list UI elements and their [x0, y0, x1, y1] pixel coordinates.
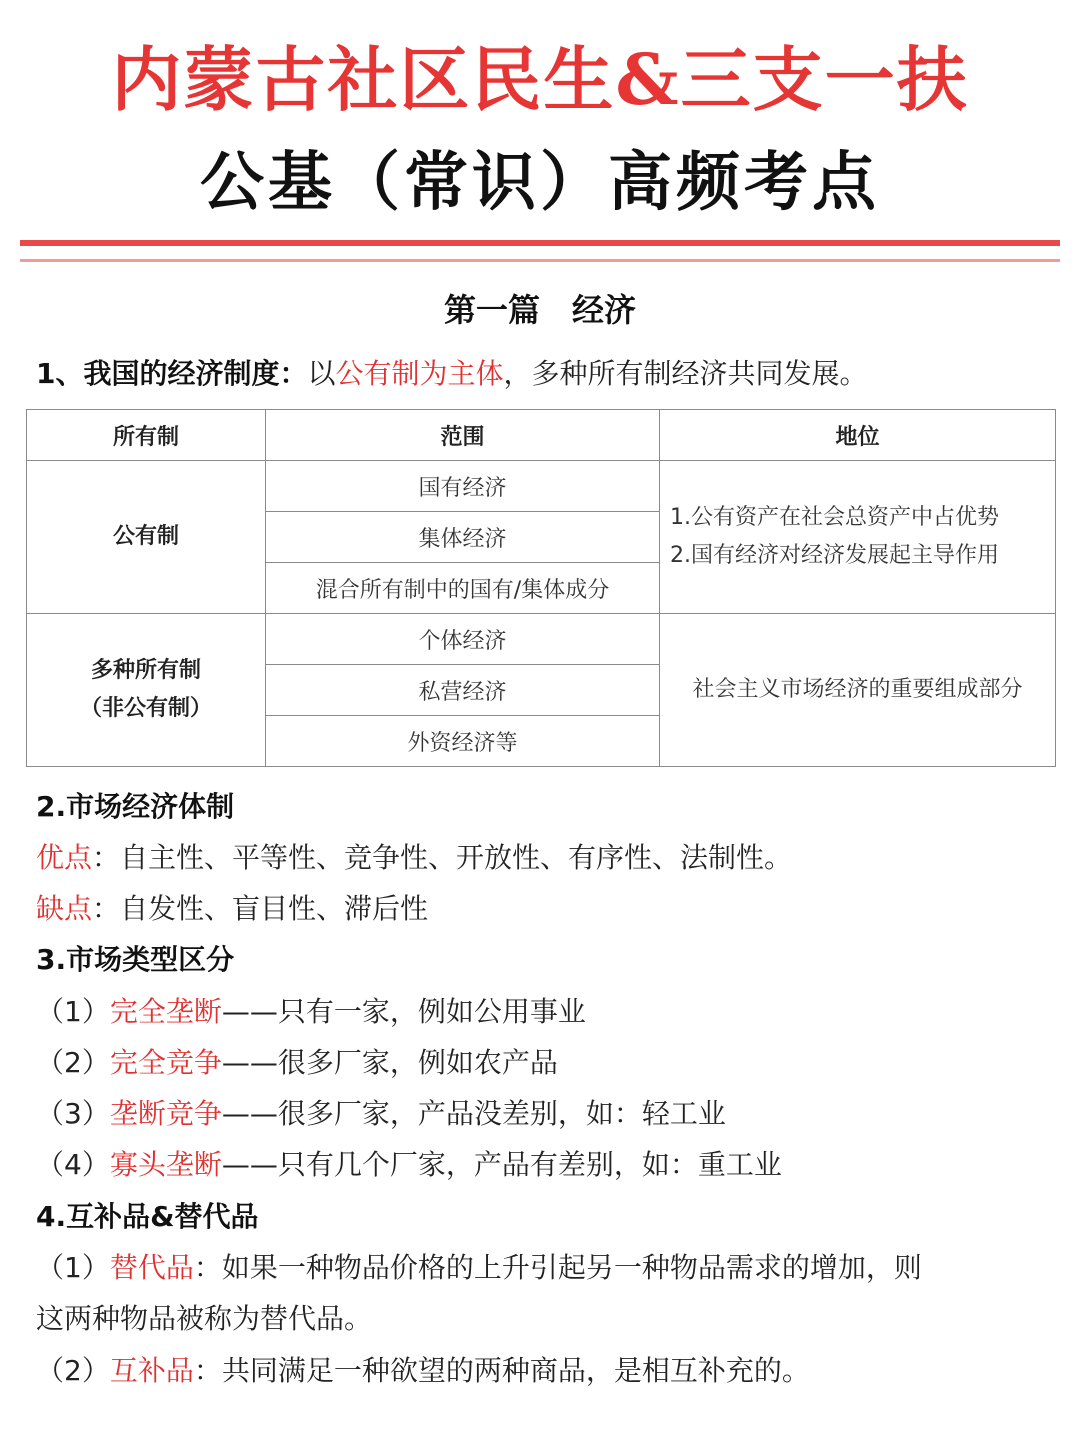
q1-line	[36, 354, 868, 394]
sub1-text: ：如果一种物品价格的上升引起另一种物品需求的增加，则	[193, 1251, 922, 1284]
cons-text: ：自发性、盲目性、滞后性	[92, 892, 429, 925]
item-term: 垄断竞争	[109, 1097, 222, 1130]
table-row	[27, 461, 1056, 512]
group2-name-line: 多种所有制	[90, 658, 201, 683]
item-desc: ——很多厂家，产品没差别，如：轻工业	[221, 1097, 726, 1130]
item-desc: ——只有一家，例如公用事业	[221, 995, 586, 1028]
table-row	[27, 614, 1056, 665]
q1-post: ，多种所有制经济共同发展。	[503, 357, 868, 390]
q2-pros	[36, 838, 792, 878]
group2-item: 外资经济等	[266, 716, 660, 767]
header-status: 地位	[660, 410, 1056, 461]
q1-highlight: 公有制为主体	[335, 357, 504, 390]
q4-sub1	[36, 1248, 922, 1288]
header-scope: 范围	[266, 410, 660, 461]
item-num: （4）	[36, 1148, 110, 1181]
q2-cons	[36, 889, 428, 929]
sub2-term: 互补品	[109, 1354, 194, 1387]
ownership-table	[26, 409, 1056, 767]
pros-text: ：自主性、平等性、竞争性、开放性、有序性、法制性。	[92, 841, 793, 874]
cons-label: 缺点	[36, 892, 93, 925]
item-term: 完全垄断	[109, 995, 222, 1028]
group2-item: 私营经济	[266, 665, 660, 716]
item-term: 完全竞争	[109, 1046, 222, 1079]
q1-pre: 以	[307, 357, 336, 390]
item-desc: ——很多厂家，例如农产品	[221, 1046, 558, 1079]
q4-sub1-cont: 这两种物品被称为替代品。	[36, 1302, 373, 1335]
list-item	[36, 1145, 782, 1185]
group2-status: 社会主义市场经济的重要组成部分	[660, 614, 1056, 767]
group1-item: 国有经济	[266, 461, 660, 512]
group2-name	[27, 614, 266, 767]
group2-name-line: （非公有制）	[79, 696, 212, 721]
divider-thin	[20, 259, 1060, 262]
header-ownership: 所有制	[27, 410, 266, 461]
q2-heading: 2.市场经济体制	[36, 790, 235, 823]
item-num: （1）	[36, 995, 110, 1028]
group1-status-line: 2.国有经济对经济发展起主导作用	[670, 543, 999, 568]
table-header-row	[27, 410, 1056, 461]
item-num: （3）	[36, 1097, 110, 1130]
sub1-num: （1）	[36, 1251, 110, 1284]
item-desc: ——只有几个厂家，产品有差别，如：重工业	[221, 1148, 782, 1181]
group1-name: 公有制	[27, 461, 266, 614]
q1-label: 1、我国的经济制度：	[36, 357, 308, 390]
item-term: 寡头垄断	[109, 1148, 222, 1181]
section-title: 第一篇 经济	[443, 291, 636, 329]
q3-heading: 3.市场类型区分	[36, 943, 235, 976]
sub2-text: ：共同满足一种欲望的两种商品，是相互补充的。	[193, 1354, 810, 1387]
divider-thick	[20, 240, 1060, 246]
group1-item: 混合所有制中的国有/集体成分	[266, 563, 660, 614]
q4-heading: 4.互补品&替代品	[36, 1200, 259, 1233]
list-item	[36, 1043, 558, 1083]
q4-sub2	[36, 1351, 810, 1391]
subtitle: 公基（常识）高频考点	[200, 145, 880, 220]
sub2-num: （2）	[36, 1354, 110, 1387]
sub1-term: 替代品	[109, 1251, 194, 1284]
item-num: （2）	[36, 1046, 110, 1079]
group1-item: 集体经济	[266, 512, 660, 563]
list-item	[36, 1094, 726, 1134]
list-item	[36, 992, 586, 1032]
main-title: 内蒙古社区民生&三支一扶	[111, 38, 969, 121]
group1-status	[660, 461, 1056, 614]
group1-status-line: 1.公有资产在社会总资产中占优势	[670, 505, 999, 530]
pros-label: 优点	[36, 841, 93, 874]
group2-item: 个体经济	[266, 614, 660, 665]
